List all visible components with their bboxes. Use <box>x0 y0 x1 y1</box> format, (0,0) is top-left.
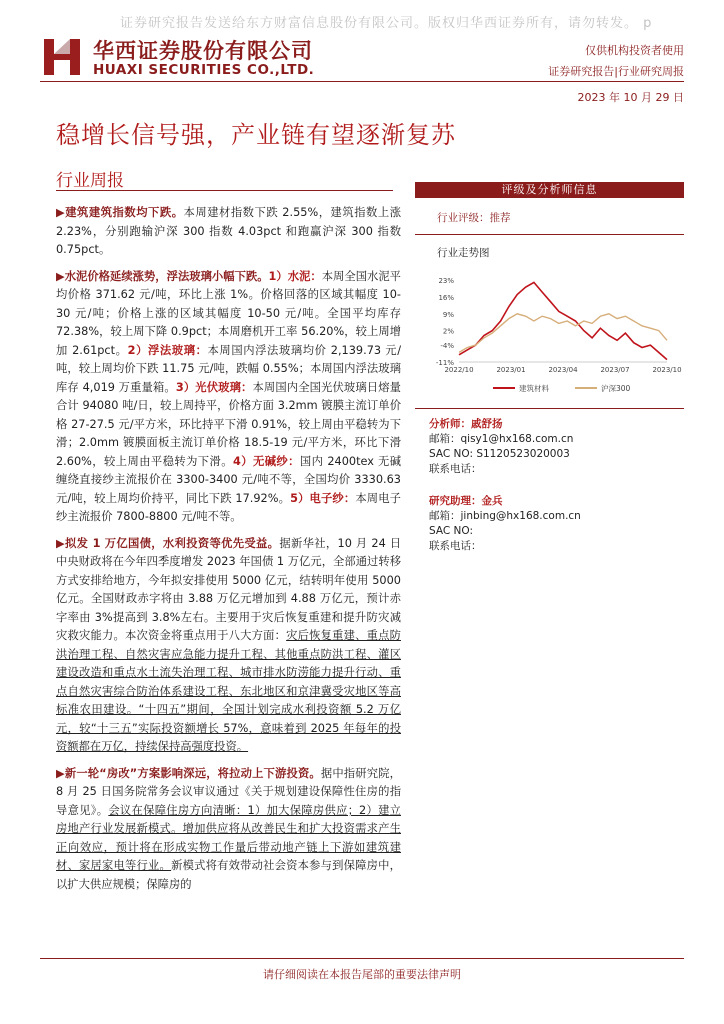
x-tick-label: 2023/10 <box>652 366 682 374</box>
phone-label: 联系电话： <box>429 540 482 552</box>
trend-chart <box>415 270 684 400</box>
x-tick-label: 2023/07 <box>600 366 630 374</box>
report-title: 稳增长信号强，产业链有望逐渐复苏 <box>56 121 456 149</box>
analyst-email[interactable]: qisy1@hx168.com.cn <box>460 433 574 445</box>
paragraph-materials-prices <box>56 268 401 527</box>
company-name-cn: 华西证券股份有限公司 <box>93 39 313 63</box>
assistant-email[interactable]: jinbing@hx168.com.cn <box>460 510 581 522</box>
analyst-name: 戚舒扬 <box>471 418 503 430</box>
paragraph-treasury-bonds <box>56 535 401 757</box>
y-tick-label: 9% <box>442 310 454 319</box>
y-tick-label: -11% <box>435 359 454 367</box>
paragraph-heading: ▶新一轮“房改”方案影响深远，将拉动上下游投资。 <box>56 766 321 780</box>
sidebar-panel <box>415 182 684 554</box>
report-type: 证券研究报告|行业研究周报 <box>548 65 684 78</box>
paragraph-text-underlined: 会议在保障住房方向清晰：1）加大保障房供应；2）建立房地产行业发展新模式。增加供应将从改善民生和扩大投资需求产生正向效应，预计将在形成实物工作量后带动地产链上下游如建筑建材、家居家电等行业。 <box>56 803 401 872</box>
paragraph-heading: ▶拟发 1 万亿国债，水利投资等优先受益。 <box>56 536 280 550</box>
paragraph-heading: ▶水泥价格延续涨势，浮法玻璃小幅下跌。 <box>56 269 269 283</box>
paragraph-text: 本周全国水泥平均价格 371.62 元/吨，环比上涨 1%。价格回落的区域其幅度 10-30 元/吨；价格上涨的区域其幅度 10-50 元/吨。全国平均库存 72.38%，较上周下降 0.9pct；本周磨机开工率 56.20%，较上周增加 2.61pct。 <box>56 269 401 357</box>
section-divider <box>56 190 393 191</box>
paragraph-index-performance <box>56 204 401 260</box>
sub-heading-pv-glass: 3）光伏玻璃： <box>175 380 253 394</box>
legend-label: 沪深300 <box>601 384 631 393</box>
legend-label: 建筑材料 <box>519 384 549 393</box>
x-tick-label: 2023/01 <box>496 366 526 374</box>
analyst-role: 分析师： <box>429 418 471 430</box>
sub-heading-electronic-yarn: 5）电子纱： <box>290 491 356 505</box>
paragraph-housing-reform <box>56 765 401 895</box>
y-tick-label: -4% <box>440 342 454 351</box>
rating-label: 行业评级： <box>437 212 490 224</box>
industry-rating <box>415 210 684 225</box>
assistant-name: 金兵 <box>481 495 503 507</box>
x-tick-label: 2022/10 <box>444 366 474 374</box>
y-tick-label: 2% <box>442 327 454 336</box>
audience-note: 仅供机构投资者使用 <box>585 44 684 57</box>
assistant-role: 研究助理： <box>429 495 482 507</box>
paragraph-text: 据新华社，10 月 24 日中央财政将在今年四季度增发 2023 年国债 1 万亿元，全部通过转移方式安排给地方，今年拟安排使用 5000 亿元，结转明年使用 5000 亿元。全国财政赤字将由 3.88 万亿元增加到 4.88 万亿元，预计赤字率由 3%提高到 3.8%左右。主要用于灾后恢复重建和提升防灾减灾救灾能力。本次资金将重点用于八大方面： <box>56 536 401 642</box>
report-date: 2023 年 10 月 29 日 <box>577 91 684 104</box>
paragraph-text: 本周国内浮法玻璃均价 2,139.73 元/吨，较上周均价下跌 11.75 元/吨，跌幅 0.55%；本周国内浮法玻璃库存 4,019 万重量箱。 <box>56 343 401 394</box>
legal-footer: 请仔细阅读在本报告尾部的重要法律声明 <box>263 968 461 981</box>
sub-heading-cement: 1）水泥： <box>268 269 322 283</box>
email-label: 邮箱： <box>429 433 461 445</box>
paragraph-text: 国内 2400tex 无碱缠绕直接纱主流报价在 3300-3400 元/吨不等，全国均价 3330.63 元/吨，较上周均价持平，同比下跌 17.92%。 <box>56 454 401 505</box>
sidebar-header: 评级及分析师信息 <box>415 182 684 198</box>
watermark-text: 证券研究报告发送给东方财富信息股份有限公司。版权归华西证券所有，请勿转发。 p <box>120 16 653 31</box>
trend-chart-label: 行业走势图 <box>437 247 490 259</box>
paragraph-heading: ▶建筑建筑指数均下跌。 <box>56 206 184 219</box>
company-logo-icon <box>40 37 84 77</box>
header-divider <box>40 81 684 82</box>
footer-divider <box>40 958 684 959</box>
main-content <box>56 204 401 902</box>
paragraph-text-underlined: 灾后恢复重建、重点防洪治理工程、自然灾害应急能力提升工程、其他重点防洪工程、灌区建设改造和重点水土流失治理工程、城市排水防涝能力提升行动、重点自然灾害综合防治体系建设工程、东北地区和京津冀受灾地区等高标准农田建设。“十四五”期间，全国计划完成水利投资额 5.2 万亿元，较“十三五”实际投资额增长 57%，意味着到 2025 年每年的投资额都在万亿，持续保持高强度投资。 <box>56 629 401 753</box>
analyst-card <box>415 417 684 477</box>
series-line-0 <box>459 282 667 359</box>
paragraph-text: 本周国内全国光伏玻璃日熔量合计 94080 吨/日，较上周持平，价格方面 3.2mm 镀膜主流订单价格 27-27.5 元/平方米，环比持平下滑 0.91%，较上周由平稳转为下滑；2.0mm 镀膜面板主流订单价格 18.5-19 元/平方米，环比下滑 2.60%，较上周由平稳转为下滑。 <box>56 380 401 468</box>
sub-heading-float-glass: 2）浮法玻璃： <box>127 343 208 357</box>
phone-label: 联系电话： <box>429 463 482 475</box>
rating-value: 推荐 <box>489 212 511 224</box>
company-name-en: HUAXI SECURITIES CO.,LTD. <box>93 62 315 78</box>
sidebar-divider <box>415 408 684 409</box>
paragraph-text: 新模式将有效带动社会资本参与到保障房中，以扩大供应规模；保障房的 <box>56 859 401 891</box>
paragraph-text: 本周建材指数下跌 2.55%，建筑指数上涨 2.23%，分别跑输沪深 300 指数 4.03pct 和跑赢沪深 300 指数 0.75pct。 <box>56 206 401 256</box>
assistant-card <box>415 494 684 554</box>
paragraph-text: 本周电子纱主流报价 7800-8800 元/吨不等。 <box>56 491 401 523</box>
email-label: 邮箱： <box>429 510 461 522</box>
y-tick-label: 16% <box>438 293 454 302</box>
sidebar-divider <box>415 234 684 235</box>
assistant-sac-number: SAC NO: <box>429 525 473 537</box>
section-title: 行业周报 <box>56 171 124 191</box>
analyst-sac-number: SAC NO: S1120523020003 <box>429 448 570 460</box>
series-line-1 <box>459 314 667 353</box>
y-tick-label: 23% <box>438 277 454 285</box>
paragraph-text: 据中指研究院，8 月 25 日国务院常务会议审议通过《关于规划建设保障性住房的指导意见》。 <box>56 766 401 817</box>
sub-heading-alkali-free-yarn: 4）无碱纱： <box>232 454 300 468</box>
x-tick-label: 2023/04 <box>548 366 578 374</box>
